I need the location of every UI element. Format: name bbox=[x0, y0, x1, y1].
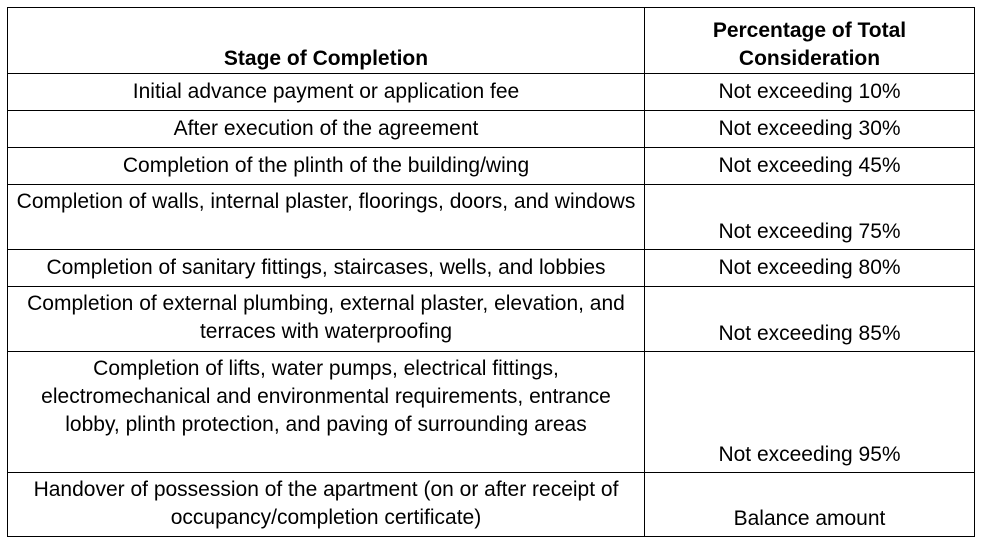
table-row bbox=[8, 74, 975, 111]
percentage-cell: Not exceeding 80% bbox=[645, 250, 975, 287]
stage-cell: Completion of sanitary fittings, staircases, wells, and lobbies bbox=[8, 250, 645, 287]
table-header-row bbox=[8, 8, 975, 74]
percentage-cell: Balance amount bbox=[645, 473, 975, 537]
table-row bbox=[8, 287, 975, 352]
stage-cell: Completion of the plinth of the building/wing bbox=[8, 148, 645, 185]
stage-cell: Completion of walls, internal plaster, floorings, doors, and windows bbox=[8, 185, 645, 250]
stage-cell: Handover of possession of the apartment (on or after receipt of occupancy/completion certificate) bbox=[8, 473, 645, 537]
percentage-cell: Not exceeding 10% bbox=[645, 74, 975, 111]
payment-schedule-table-container bbox=[7, 7, 975, 537]
table-row bbox=[8, 111, 975, 148]
table-row bbox=[8, 185, 975, 250]
percentage-cell: Not exceeding 45% bbox=[645, 148, 975, 185]
stage-cell: After execution of the agreement bbox=[8, 111, 645, 148]
percentage-cell: Not exceeding 75% bbox=[645, 185, 975, 250]
percentage-cell: Not exceeding 30% bbox=[645, 111, 975, 148]
stage-cell: Initial advance payment or application fee bbox=[8, 74, 645, 111]
table-row bbox=[8, 473, 975, 537]
table-row bbox=[8, 148, 975, 185]
percentage-cell: Not exceeding 95% bbox=[645, 352, 975, 473]
stage-cell: Completion of external plumbing, external plaster, elevation, and terraces with waterproofing bbox=[8, 287, 645, 352]
header-percentage-of-total-consideration: Percentage of Total Consideration bbox=[645, 8, 975, 74]
stage-cell: Completion of lifts, water pumps, electrical fittings, electromechanical and environmental requirements, entrance lobby, plinth protection, and paving of surrounding areas bbox=[8, 352, 645, 473]
payment-schedule-table bbox=[7, 7, 975, 537]
header-stage-of-completion: Stage of Completion bbox=[8, 8, 645, 74]
table-row bbox=[8, 250, 975, 287]
percentage-cell: Not exceeding 85% bbox=[645, 287, 975, 352]
table-row bbox=[8, 352, 975, 473]
